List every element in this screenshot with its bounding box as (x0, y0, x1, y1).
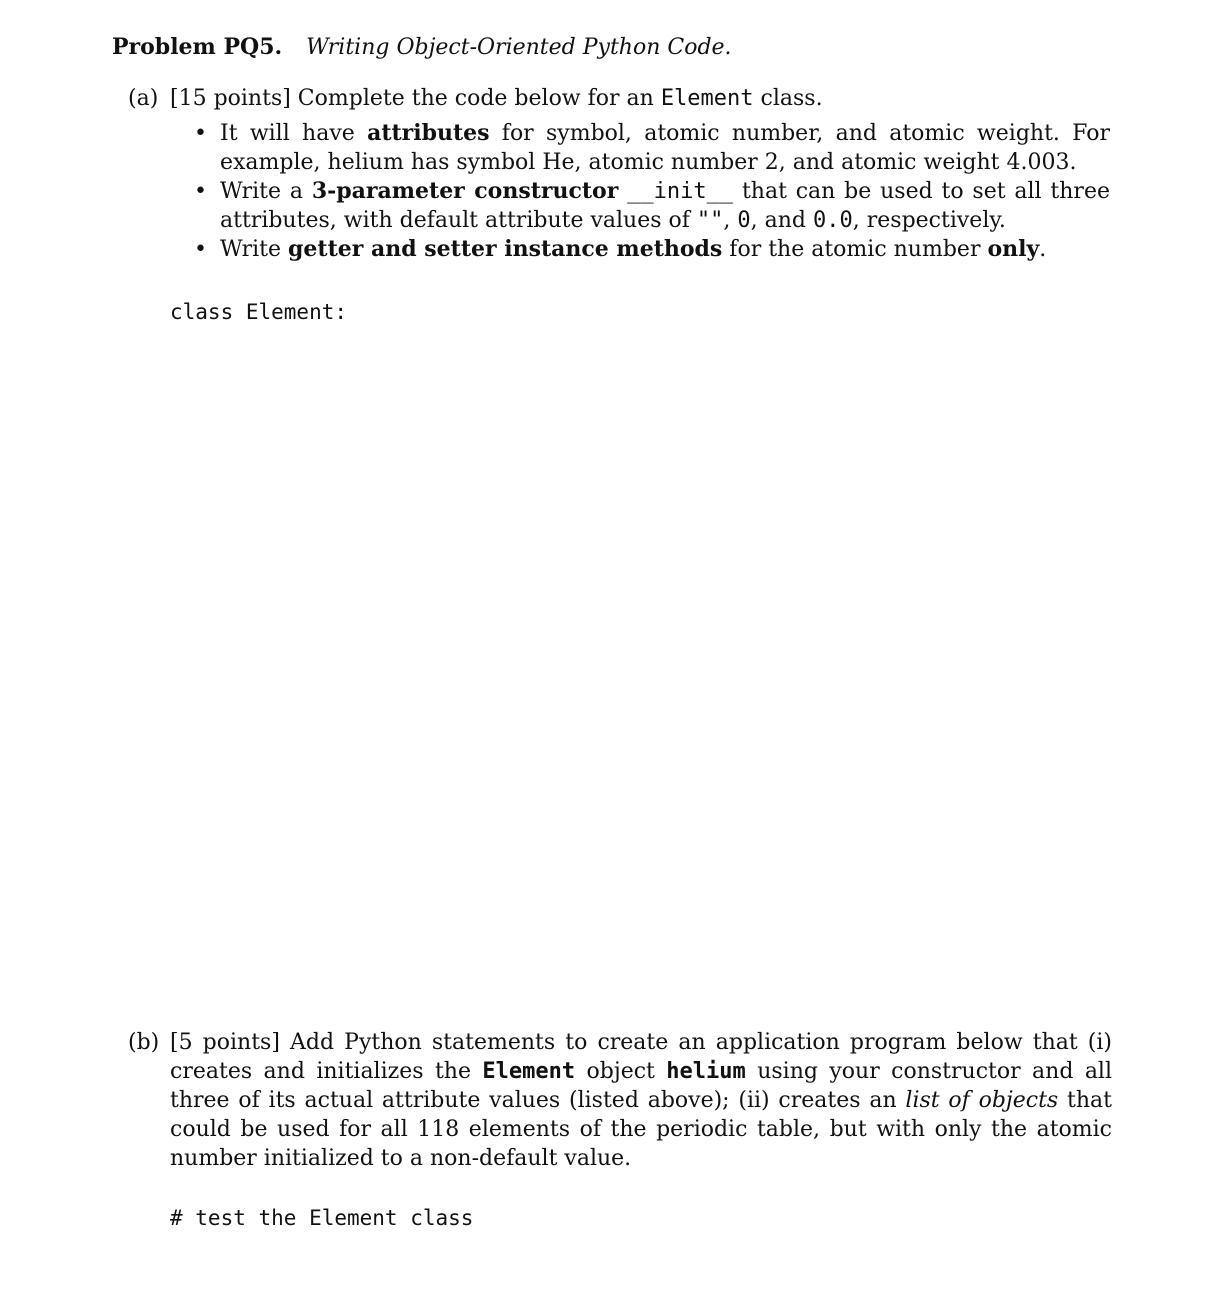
requirements-list (128, 119, 1118, 264)
bullet1-pre: It will have (220, 121, 368, 146)
bullet2-sep1: , (723, 208, 738, 233)
part-b-t3: using your constructor and all three of its actual attribute values (listed above); (ii) creates an (170, 1059, 1113, 1113)
bullet-marker: • (194, 179, 207, 204)
part-a-intro-text: [15 points] Complete the code below for an (170, 86, 661, 111)
code-class-element: class Element: (170, 300, 348, 324)
code-test-comment: # test the Element class (170, 1206, 474, 1230)
requirement-getter-setter (194, 235, 1110, 264)
bullet3-pre: Write (220, 237, 289, 262)
problem-title: Writing Object-Oriented Python Code. (306, 35, 732, 60)
part-b-t1: [5 points] Add Python statements to create an application program below that (i) creates and initializes the (170, 1030, 1112, 1084)
requirement-constructor (194, 177, 1110, 235)
part-b-italic: list of objects (905, 1088, 1059, 1113)
bullet3-post: . (1039, 237, 1047, 262)
requirement-attributes (194, 119, 1111, 177)
bullet2-bold: 3-parameter constructor (311, 178, 619, 204)
bullet3-mid: for the atomic number (722, 237, 988, 262)
bullet3-bold: getter and setter instance methods (288, 236, 723, 262)
part-b-code-helium: helium (666, 1059, 746, 1084)
part-b-code-element: Element (482, 1059, 576, 1084)
bullet2-code-float: 0.0 (813, 208, 853, 233)
bullet-marker: • (194, 121, 207, 146)
part-b-text (170, 1028, 1112, 1173)
problem-header (112, 34, 732, 60)
bullet2-mid: that can be used to set all three attributes, with default attribute values of (220, 179, 1110, 233)
part-a-intro (170, 84, 1118, 113)
problem-label: Problem PQ5. (112, 34, 283, 60)
bullet1-bold: attributes (367, 120, 490, 146)
bullet2-init-code: __init__ (627, 179, 734, 204)
part-a-intro-code: Element (660, 86, 754, 111)
bullet2-post: , respectively. (852, 208, 1006, 233)
bullet3-bold2: only (987, 236, 1040, 262)
bullet2-code-zero: 0 (737, 208, 751, 233)
part-b-label: (b) (128, 1030, 160, 1055)
answer-space-a[interactable] (170, 340, 1110, 1000)
part-b-t4: that could be used for all 118 elements of the periodic table, but with only the atomic number initialized to a non-default value. (170, 1088, 1112, 1171)
part-b (128, 1028, 1112, 1173)
bullet-marker: • (194, 237, 207, 262)
bullet2-pre: Write a (220, 179, 312, 204)
part-a-intro-post: class. (753, 86, 823, 111)
part-b-t2: object (575, 1059, 667, 1084)
bullet2-code-empty-string: "" (696, 208, 724, 233)
part-a-label: (a) (128, 86, 159, 111)
part-a (128, 84, 1118, 264)
bullet1-post: for symbol, atomic number, and atomic weight. For example, helium has symbol He, atomic number 2, and atomic weight 4.003. (220, 121, 1111, 175)
bullet2-sep2: , and (750, 208, 814, 233)
